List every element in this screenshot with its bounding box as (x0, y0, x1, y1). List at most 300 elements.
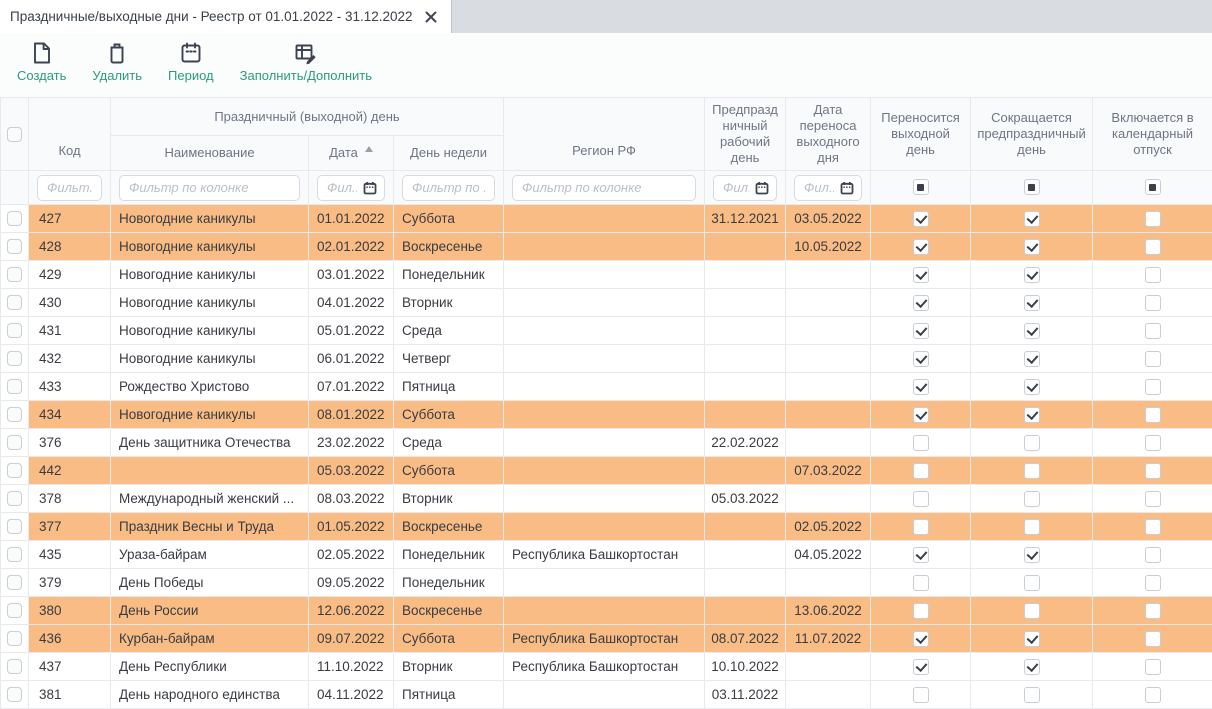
toolbar (0, 33, 1212, 97)
cell-preholiday-workday (705, 345, 786, 373)
in-vacation-checkbox[interactable] (1145, 687, 1161, 703)
cell-in-vacation (1093, 205, 1212, 233)
cell-code: 434 (29, 401, 111, 429)
column-header-preholiday-workday[interactable]: Предпраздничный рабочий день (705, 98, 786, 171)
cell-date: 05.01.2022 (309, 317, 394, 345)
is-transferred-checkbox[interactable] (913, 519, 929, 535)
cell-in-vacation (1093, 373, 1212, 401)
cell-is-transferred (871, 513, 971, 541)
cell-weekday: Суббота (394, 205, 504, 233)
is-shortened-checkbox[interactable] (1024, 519, 1040, 535)
is-transferred-checkbox[interactable] (913, 575, 929, 591)
code-filter-input[interactable] (45, 179, 94, 196)
is-shortened-checkbox[interactable] (1024, 211, 1040, 227)
cell-is-shortened (971, 345, 1093, 373)
in-vacation-checkbox[interactable] (1145, 519, 1161, 535)
calendar-icon[interactable] (363, 181, 377, 195)
in-vacation-filter-checkbox[interactable] (1145, 179, 1161, 195)
in-vacation-checkbox[interactable] (1145, 295, 1161, 311)
cell-name: Международный женский ... (111, 485, 309, 513)
table-row[interactable] (1, 485, 1212, 513)
cell-transfer-date: 04.05.2022 (786, 541, 871, 569)
cell-preholiday-workday (705, 373, 786, 401)
cell-name: Новогодние каникулы (111, 401, 309, 429)
row-select-checkbox[interactable] (7, 351, 22, 366)
is-shortened-filter-checkbox[interactable] (1024, 179, 1040, 195)
cell-name: День Республики (111, 653, 309, 681)
cell-transfer-date (786, 429, 871, 457)
cell-in-vacation (1093, 289, 1212, 317)
is-transferred-checkbox[interactable] (913, 435, 929, 451)
in-vacation-checkbox[interactable] (1145, 379, 1161, 395)
table-row[interactable] (1, 261, 1212, 289)
table-row[interactable] (1, 541, 1212, 569)
table-row[interactable] (1, 653, 1212, 681)
cell-is-shortened (971, 289, 1093, 317)
table-row[interactable] (1, 233, 1212, 261)
is-shortened-checkbox[interactable] (1024, 379, 1040, 395)
row-select-checkbox[interactable] (7, 603, 22, 618)
table-row[interactable] (1, 457, 1212, 485)
is-shortened-checkbox[interactable] (1024, 687, 1040, 703)
cell-code: 442 (29, 457, 111, 485)
cell-name: Новогодние каникулы (111, 289, 309, 317)
is-transferred-checkbox[interactable] (913, 407, 929, 423)
cell-weekday: Понедельник (394, 541, 504, 569)
cell-in-vacation (1093, 541, 1212, 569)
cell-preholiday-workday: 05.03.2022 (705, 485, 786, 513)
cell-date: 04.01.2022 (309, 289, 394, 317)
create-button[interactable] (4, 40, 79, 83)
cell-name: Новогодние каникулы (111, 317, 309, 345)
cell-is-transferred (871, 597, 971, 625)
cell-in-vacation (1093, 597, 1212, 625)
row-select-checkbox[interactable] (7, 435, 22, 450)
name-filter-input[interactable] (127, 179, 292, 196)
is-transferred-checkbox[interactable] (913, 323, 929, 339)
sort-ascending-icon (365, 146, 373, 152)
cell-code: 436 (29, 625, 111, 653)
cell-is-transferred (871, 373, 971, 401)
row-select-checkbox[interactable] (7, 631, 22, 646)
cell-in-vacation (1093, 317, 1212, 345)
cell-name: День народного единства (111, 681, 309, 709)
is-shortened-checkbox[interactable] (1024, 491, 1040, 507)
is-transferred-checkbox[interactable] (913, 659, 929, 675)
is-shortened-checkbox[interactable] (1024, 547, 1040, 563)
cell-code: 381 (29, 681, 111, 709)
in-vacation-checkbox[interactable] (1145, 631, 1161, 647)
cell-is-shortened (971, 261, 1093, 289)
filter-cell-date (309, 171, 394, 205)
cell-name: Новогодние каникулы (111, 233, 309, 261)
delete-button[interactable] (79, 40, 155, 83)
cell-region: Республика Башкортостан (504, 653, 705, 681)
period-button[interactable] (155, 40, 227, 83)
cell-weekday: Среда (394, 429, 504, 457)
cell-is-shortened (971, 513, 1093, 541)
transfer-date-filter-input[interactable] (802, 179, 836, 196)
cell-is-transferred (871, 457, 971, 485)
column-header-region[interactable]: Регион РФ (504, 98, 705, 171)
cell-name: Курбан-байрам (111, 625, 309, 653)
fill-append-button-label: Заполнить/Дополнить (240, 68, 372, 83)
cell-region (504, 289, 705, 317)
row-select-cell (1, 681, 29, 709)
is-transferred-checkbox[interactable] (913, 491, 929, 507)
table-body (1, 205, 1212, 709)
table-row[interactable] (1, 345, 1212, 373)
cell-date: 04.11.2022 (309, 681, 394, 709)
period-button-label: Период (168, 68, 214, 83)
cell-code: 427 (29, 205, 111, 233)
cell-code: 432 (29, 345, 111, 373)
cell-region (504, 345, 705, 373)
table-row[interactable] (1, 317, 1212, 345)
cell-is-transferred (871, 653, 971, 681)
calendar-icon[interactable] (840, 181, 854, 195)
cell-name: Новогодние каникулы (111, 261, 309, 289)
row-select-checkbox[interactable] (7, 547, 22, 562)
is-shortened-checkbox[interactable] (1024, 239, 1040, 255)
is-transferred-checkbox[interactable] (913, 463, 929, 479)
cell-preholiday-workday: 31.12.2021 (705, 205, 786, 233)
cell-code: 377 (29, 513, 111, 541)
row-select-checkbox[interactable] (7, 491, 22, 506)
column-header-in-vacation[interactable]: Включается в календарный отпуск (1093, 98, 1212, 171)
in-vacation-checkbox[interactable] (1145, 575, 1161, 591)
cell-date: 05.03.2022 (309, 457, 394, 485)
cell-region (504, 317, 705, 345)
preholiday-filter-input[interactable] (721, 179, 751, 196)
calendar-icon[interactable] (755, 181, 769, 195)
is-shortened-checkbox[interactable] (1024, 659, 1040, 675)
row-select-cell (1, 513, 29, 541)
row-select-cell (1, 597, 29, 625)
cell-preholiday-workday: 03.11.2022 (705, 681, 786, 709)
is-shortened-checkbox[interactable] (1024, 407, 1040, 423)
cell-preholiday-workday (705, 541, 786, 569)
cell-transfer-date: 10.05.2022 (786, 233, 871, 261)
column-header-name[interactable]: Наименование (111, 136, 309, 171)
filter-cell-in-vacation (1093, 171, 1212, 205)
filter-cell-preholiday (705, 171, 786, 205)
cell-date: 06.01.2022 (309, 345, 394, 373)
tab-bar (0, 0, 1212, 33)
cell-preholiday-workday (705, 513, 786, 541)
table-row[interactable] (1, 597, 1212, 625)
is-transferred-checkbox[interactable] (913, 631, 929, 647)
row-select-checkbox[interactable] (7, 687, 22, 702)
cell-is-transferred (871, 429, 971, 457)
fill-append-button[interactable] (227, 40, 385, 83)
cell-region (504, 485, 705, 513)
cell-preholiday-workday (705, 457, 786, 485)
cell-preholiday-workday: 10.10.2022 (705, 653, 786, 681)
is-transferred-checkbox[interactable] (913, 295, 929, 311)
table-row[interactable] (1, 289, 1212, 317)
is-transferred-checkbox[interactable] (913, 547, 929, 563)
cell-date: 12.06.2022 (309, 597, 394, 625)
column-header-is-transferred[interactable]: Переносится выходной день (871, 98, 971, 171)
select-all-checkbox[interactable] (7, 127, 22, 142)
table-row[interactable] (1, 429, 1212, 457)
cell-transfer-date (786, 317, 871, 345)
row-select-checkbox[interactable] (7, 407, 22, 422)
in-vacation-checkbox[interactable] (1145, 211, 1161, 227)
cell-code: 428 (29, 233, 111, 261)
row-select-cell (1, 261, 29, 289)
new-document-icon (31, 40, 53, 66)
row-select-cell (1, 317, 29, 345)
close-icon[interactable] (425, 11, 437, 23)
row-select-checkbox[interactable] (7, 323, 22, 338)
row-select-cell (1, 485, 29, 513)
date-filter-input[interactable] (325, 179, 359, 196)
cell-date: 08.03.2022 (309, 485, 394, 513)
cell-code: 376 (29, 429, 111, 457)
cell-transfer-date: 03.05.2022 (786, 205, 871, 233)
filter-cell-transfer-date (786, 171, 871, 205)
row-select-cell (1, 653, 29, 681)
tab-holidays-register[interactable] (0, 0, 452, 33)
table-row[interactable] (1, 681, 1212, 709)
in-vacation-checkbox[interactable] (1145, 267, 1161, 283)
cell-transfer-date (786, 485, 871, 513)
cell-date: 02.01.2022 (309, 233, 394, 261)
cell-transfer-date: 02.05.2022 (786, 513, 871, 541)
cell-preholiday-workday (705, 233, 786, 261)
cell-code: 378 (29, 485, 111, 513)
cell-region: Республика Башкортостан (504, 625, 705, 653)
cell-region (504, 233, 705, 261)
row-select-cell (1, 205, 29, 233)
cell-is-transferred (871, 625, 971, 653)
cell-is-transferred (871, 401, 971, 429)
cell-region: Республика Башкортостан (504, 541, 705, 569)
row-select-cell (1, 401, 29, 429)
in-vacation-checkbox[interactable] (1145, 351, 1161, 367)
cell-code: 379 (29, 569, 111, 597)
cell-preholiday-workday: 22.02.2022 (705, 429, 786, 457)
cell-region (504, 681, 705, 709)
is-shortened-checkbox[interactable] (1024, 463, 1040, 479)
filter-cell-is-shortened (971, 171, 1093, 205)
in-vacation-checkbox[interactable] (1145, 491, 1161, 507)
row-select-checkbox[interactable] (7, 463, 22, 478)
filter-row (1, 171, 1212, 205)
cell-in-vacation (1093, 569, 1212, 597)
is-transferred-checkbox[interactable] (913, 351, 929, 367)
cell-in-vacation (1093, 457, 1212, 485)
cell-transfer-date: 13.06.2022 (786, 597, 871, 625)
cell-is-transferred (871, 569, 971, 597)
row-select-checkbox[interactable] (7, 211, 22, 226)
delete-button-label: Удалить (92, 68, 142, 83)
cell-date: 01.05.2022 (309, 513, 394, 541)
cell-weekday: Вторник (394, 485, 504, 513)
cell-name: Рождество Христово (111, 373, 309, 401)
table-header (1, 98, 1212, 205)
cell-name: Новогодние каникулы (111, 345, 309, 373)
cell-code: 431 (29, 317, 111, 345)
cell-weekday: Вторник (394, 653, 504, 681)
is-shortened-checkbox[interactable] (1024, 575, 1040, 591)
cell-in-vacation (1093, 401, 1212, 429)
cell-is-transferred (871, 541, 971, 569)
table-row[interactable] (1, 513, 1212, 541)
cell-is-transferred (871, 289, 971, 317)
cell-region (504, 205, 705, 233)
column-header-weekday[interactable]: День недели (394, 136, 504, 171)
column-header-transfer-date[interactable]: Дата переноса выходного дня (786, 98, 871, 171)
cell-name: Праздник Весны и Труда (111, 513, 309, 541)
cell-in-vacation (1093, 233, 1212, 261)
cell-is-shortened (971, 205, 1093, 233)
cell-name: День Победы (111, 569, 309, 597)
in-vacation-checkbox[interactable] (1145, 603, 1161, 619)
column-header-is-shortened[interactable]: Сокращается предпраздничный день (971, 98, 1093, 171)
in-vacation-checkbox[interactable] (1145, 463, 1161, 479)
cell-code: 380 (29, 597, 111, 625)
cell-transfer-date: 11.07.2022 (786, 625, 871, 653)
cell-date: 11.10.2022 (309, 653, 394, 681)
table-row[interactable] (1, 205, 1212, 233)
table-row[interactable] (1, 569, 1212, 597)
in-vacation-checkbox[interactable] (1145, 547, 1161, 563)
cell-in-vacation (1093, 653, 1212, 681)
is-shortened-checkbox[interactable] (1024, 631, 1040, 647)
cell-in-vacation (1093, 625, 1212, 653)
cell-weekday: Воскресенье (394, 513, 504, 541)
cell-weekday: Пятница (394, 681, 504, 709)
cell-date: 23.02.2022 (309, 429, 394, 457)
filter-cell-region (504, 171, 705, 205)
cell-name: День защитника Отечества (111, 429, 309, 457)
row-select-checkbox[interactable] (7, 295, 22, 310)
cell-region (504, 261, 705, 289)
table-row[interactable] (1, 625, 1212, 653)
cell-date: 09.07.2022 (309, 625, 394, 653)
is-transferred-checkbox[interactable] (913, 603, 929, 619)
cell-is-transferred (871, 233, 971, 261)
cell-preholiday-workday (705, 569, 786, 597)
row-select-checkbox[interactable] (7, 239, 22, 254)
cell-weekday: Суббота (394, 625, 504, 653)
cell-weekday: Суббота (394, 401, 504, 429)
in-vacation-checkbox[interactable] (1145, 659, 1161, 675)
is-shortened-checkbox[interactable] (1024, 351, 1040, 367)
row-select-cell (1, 541, 29, 569)
in-vacation-checkbox[interactable] (1145, 323, 1161, 339)
is-shortened-checkbox[interactable] (1024, 603, 1040, 619)
is-transferred-checkbox[interactable] (913, 379, 929, 395)
table-row[interactable] (1, 401, 1212, 429)
filter-cell-is-transferred (871, 171, 971, 205)
cell-in-vacation (1093, 485, 1212, 513)
region-filter-input[interactable] (520, 179, 688, 196)
cell-is-shortened (971, 541, 1093, 569)
cell-preholiday-workday (705, 261, 786, 289)
is-transferred-checkbox[interactable] (913, 687, 929, 703)
is-shortened-checkbox[interactable] (1024, 295, 1040, 311)
column-header-code[interactable]: Код (29, 98, 111, 171)
column-header-date[interactable]: Дата (309, 136, 394, 171)
row-select-cell (1, 289, 29, 317)
cell-is-transferred (871, 681, 971, 709)
row-select-checkbox[interactable] (7, 379, 22, 394)
cell-is-shortened (971, 625, 1093, 653)
is-shortened-checkbox[interactable] (1024, 267, 1040, 283)
row-select-checkbox[interactable] (7, 575, 22, 590)
cell-region (504, 569, 705, 597)
cell-is-shortened (971, 401, 1093, 429)
row-select-checkbox[interactable] (7, 659, 22, 674)
table-row[interactable] (1, 373, 1212, 401)
cell-in-vacation (1093, 429, 1212, 457)
row-select-checkbox[interactable] (7, 519, 22, 534)
in-vacation-checkbox[interactable] (1145, 239, 1161, 255)
is-transferred-checkbox[interactable] (913, 211, 929, 227)
cell-code: 429 (29, 261, 111, 289)
cell-weekday: Вторник (394, 289, 504, 317)
is-transferred-checkbox[interactable] (913, 239, 929, 255)
cell-region (504, 429, 705, 457)
cell-transfer-date (786, 289, 871, 317)
cell-is-transferred (871, 317, 971, 345)
in-vacation-checkbox[interactable] (1145, 435, 1161, 451)
cell-is-shortened (971, 597, 1093, 625)
is-shortened-checkbox[interactable] (1024, 323, 1040, 339)
filter-empty-cell (1, 171, 29, 205)
cell-weekday: Воскресенье (394, 597, 504, 625)
cell-name: День России (111, 597, 309, 625)
cell-transfer-date (786, 653, 871, 681)
cell-region (504, 373, 705, 401)
cell-date: 09.05.2022 (309, 569, 394, 597)
cell-preholiday-workday (705, 317, 786, 345)
cell-region (504, 457, 705, 485)
cell-is-transferred (871, 345, 971, 373)
is-transferred-checkbox[interactable] (913, 267, 929, 283)
group-header-holiday-day: Праздничный (выходной) день (111, 98, 504, 136)
row-select-cell (1, 625, 29, 653)
cell-weekday: Суббота (394, 457, 504, 485)
cell-is-shortened (971, 317, 1093, 345)
cell-name (111, 457, 309, 485)
cell-preholiday-workday (705, 289, 786, 317)
cell-transfer-date: 07.03.2022 (786, 457, 871, 485)
cell-code: 435 (29, 541, 111, 569)
is-shortened-checkbox[interactable] (1024, 435, 1040, 451)
cell-name: Новогодние каникулы (111, 205, 309, 233)
cell-date: 07.01.2022 (309, 373, 394, 401)
row-select-cell (1, 569, 29, 597)
cell-weekday: Понедельник (394, 569, 504, 597)
row-select-cell (1, 429, 29, 457)
row-select-checkbox[interactable] (7, 267, 22, 282)
row-select-cell (1, 345, 29, 373)
weekday-filter-input[interactable] (410, 179, 487, 196)
filter-cell-name (111, 171, 309, 205)
cell-region (504, 401, 705, 429)
row-select-cell (1, 233, 29, 261)
cell-transfer-date (786, 569, 871, 597)
is-transferred-filter-checkbox[interactable] (913, 179, 929, 195)
in-vacation-checkbox[interactable] (1145, 407, 1161, 423)
cell-in-vacation (1093, 345, 1212, 373)
cell-weekday: Воскресенье (394, 233, 504, 261)
